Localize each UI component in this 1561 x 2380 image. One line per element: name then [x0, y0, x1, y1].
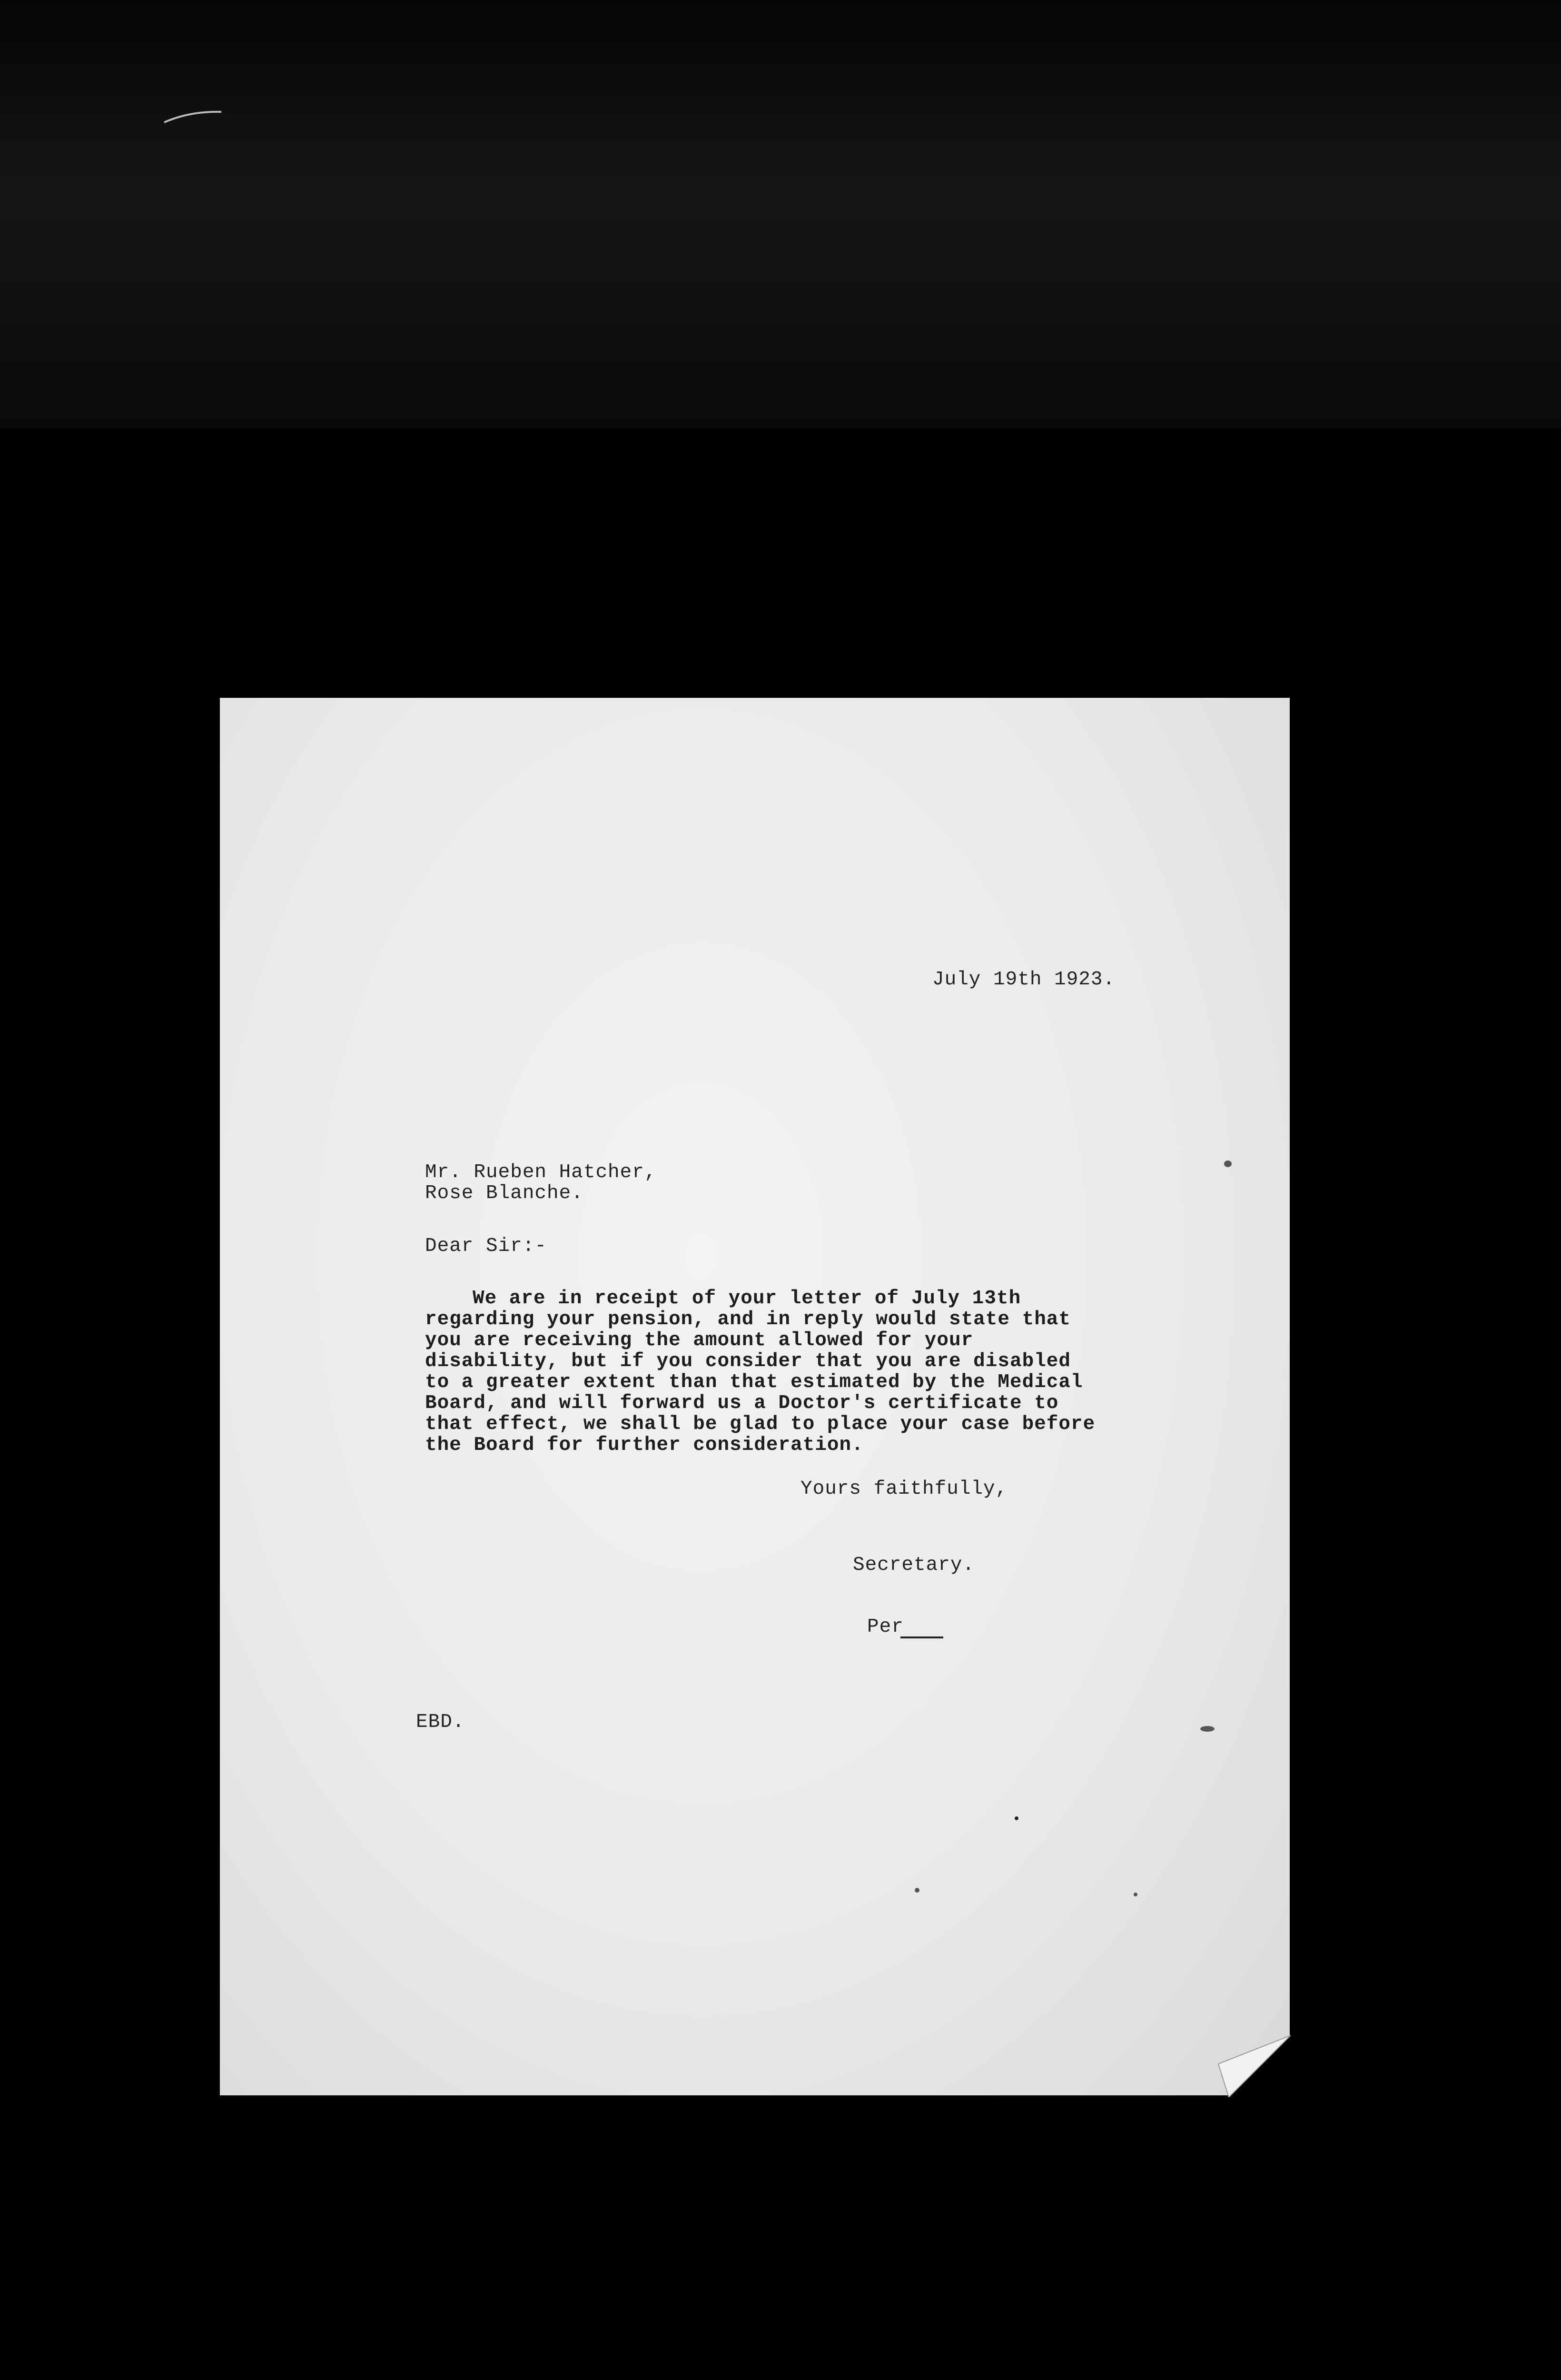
letter-body: We are in receipt of your letter of July 13th regarding your pension, and in reply would state that you are receiving the amount allowed for your disability, but if you consider that you are disabled to a greater extent than that estimated by the Medical Board, and will forward us a Doctor's certificate to that effect, we shall be glad to place your case before the Board for further consideration. — [425, 1288, 1096, 1456]
signature-line — [900, 1636, 943, 1638]
letter-page — [220, 698, 1290, 2095]
letter-date: July 19th 1923. — [932, 969, 1116, 991]
signature-title: Secretary. — [853, 1554, 975, 1576]
recipient-block — [425, 1162, 656, 1204]
paper-speck — [1224, 1160, 1232, 1167]
film-scratch — [162, 107, 224, 126]
recipient-name: Mr. Rueben Hatcher, — [425, 1161, 657, 1183]
film-border-top — [0, 0, 1561, 428]
paper-speck — [915, 1888, 919, 1893]
paper-speck — [1015, 1816, 1018, 1820]
salutation: Dear Sir:- — [425, 1235, 547, 1257]
paper-speck — [1200, 1726, 1215, 1732]
typist-initials: EBD. — [416, 1711, 465, 1733]
closing: Yours faithfully, — [800, 1478, 1008, 1500]
recipient-address: Rose Blanche. — [425, 1182, 583, 1204]
paper-speck — [1134, 1893, 1137, 1896]
folded-corner — [1215, 2021, 1291, 2097]
per-line: Per — [867, 1616, 904, 1638]
